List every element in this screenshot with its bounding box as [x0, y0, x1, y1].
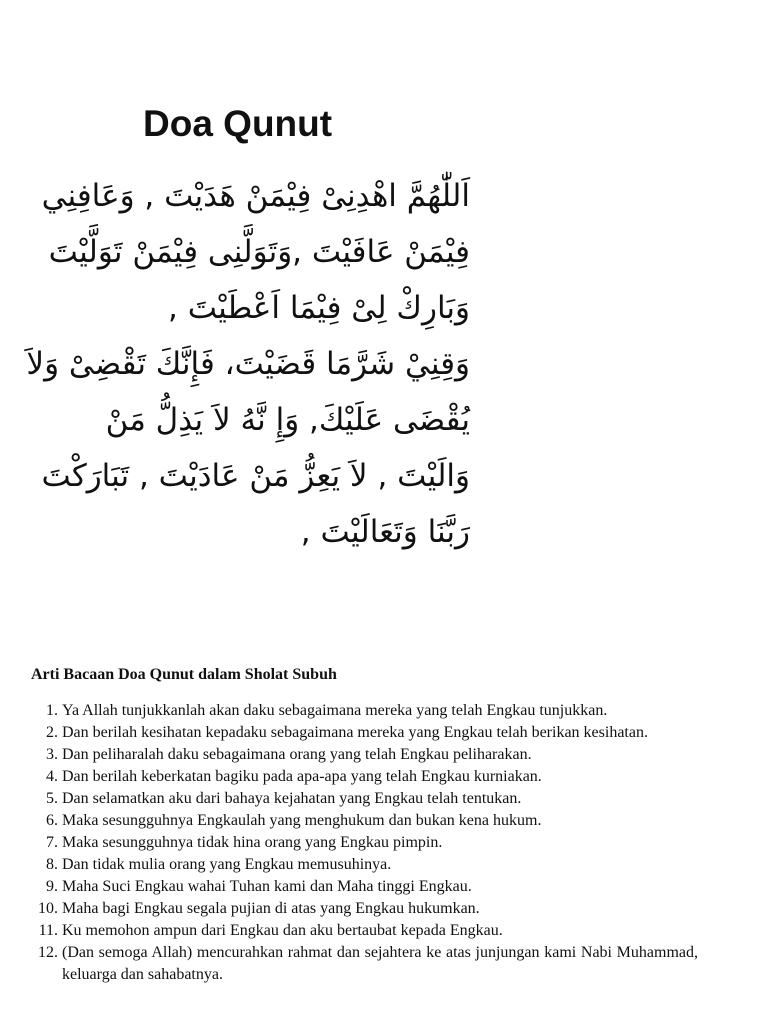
arabic-line: رَبَّنَا وَتَعَالَيْتَ , [300, 514, 470, 550]
translation-item: 6. Maka sesungguhnya Engkaulah yang menghukum dan bukan kena hukum. [62, 810, 698, 832]
translation-item: 4. Dan berilah keberkatan bagiku pada apa-apa yang telah Engkau kurniakan. [62, 766, 698, 788]
translation-item: 11. Ku memohon ampun dari Engkau dan aku bertaubat kepada Engkau. [62, 920, 698, 942]
arabic-line: وَالَيْتَ , لاَ يَعِزُّ مَنْ عَادَيْتَ , تَبَارَكْتَ [41, 458, 470, 494]
translation-item: 7. Maka sesungguhnya tidak hina orang yang Engkau pimpin. [62, 832, 698, 854]
translation-item: 9. Maha Suci Engkau wahai Tuhan kami dan Maha tinggi Engkau. [62, 876, 698, 898]
arabic-line: وَبَارِكْ لِىْ فِيْمَا اَعْطَيْتَ , [168, 290, 470, 326]
arabic-line: يُقْضَى عَلَيْكَ, وَإِ نَّهُ لاَ يَذِلُّ مَنْ [105, 402, 470, 438]
translation-heading: Arti Bacaan Doa Qunut dalam Sholat Subuh [31, 666, 337, 683]
arabic-line: فِيْمَنْ عَافَيْتَ ,وَتَوَلَّنِى فِيْمَنْ تَوَلَّيْتَ [48, 234, 470, 270]
translation-item: 5. Dan selamatkan aku dari bahaya kejahatan yang Engkau telah tentukan. [62, 788, 698, 810]
translation-item: 12. (Dan semoga Allah) mencurahkan rahmat dan sejahtera ke atas junjungan kami Nabi Muhammad, keluarga dan sahabatnya. [62, 942, 698, 986]
translation-item: 1. Ya Allah tunjukkanlah akan daku sebagaimana mereka yang telah Engkau tunjukkan. [62, 700, 698, 722]
translation-item: 8. Dan tidak mulia orang yang Engkau memusuhinya. [62, 854, 698, 876]
arabic-line: اَللّٰهُمَّ اهْدِنِىْ فِيْمَنْ هَدَيْتَ , وَعَافِنِي [41, 178, 470, 214]
page-title: Doa Qunut [143, 103, 333, 144]
translation-item: 10. Maha bagi Engkau segala pujian di atas yang Engkau hukumkan. [62, 898, 698, 920]
translation-item: 3. Dan peliharalah daku sebagaimana orang yang telah Engkau peliharakan. [62, 744, 698, 766]
translation-list [0, 700, 698, 986]
arabic-prayer-text [26, 168, 470, 550]
translation-item: 2. Dan berilah kesihatan kepadaku sebagaimana mereka yang Engkau telah berikan kesihatan. [62, 722, 698, 744]
arabic-line: وَقِنِيْ شَرَّمَا قَضَيْتَ، فَإِنَّكَ تَقْضِىْ وَلاَ [26, 346, 470, 382]
